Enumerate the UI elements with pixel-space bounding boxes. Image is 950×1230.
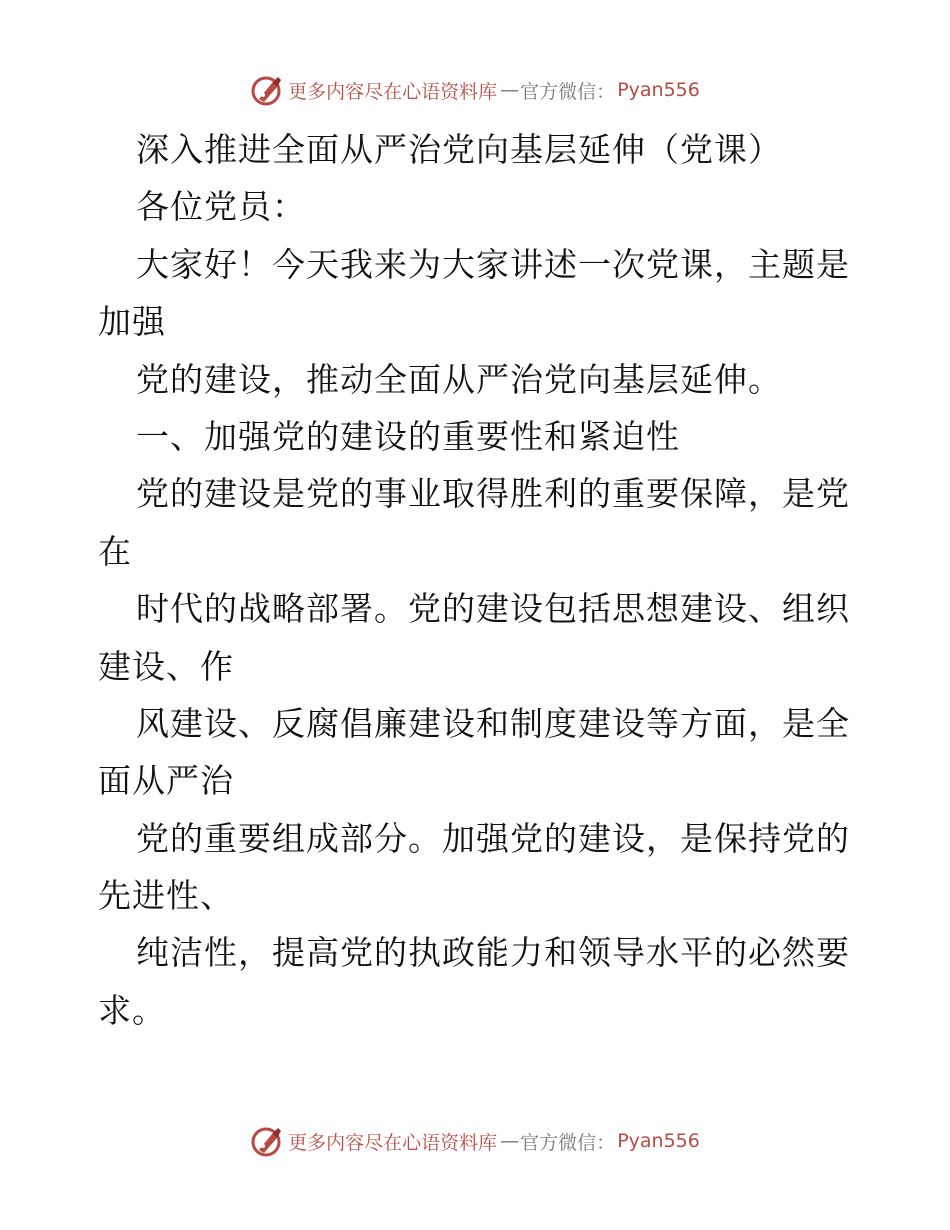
brand-text: 更多内容尽在心语资料库 [288,1131,498,1154]
section-heading: 一、加强党的建设的重要性和紧迫性 [136,416,680,456]
wechat-label: 官方微信： [520,1131,616,1154]
salutation: 各位党员： [136,187,306,227]
text-line: 大家好！今天我来为大家讲述一次党课，主题是 [136,244,850,284]
pen-logo-icon [250,1124,284,1158]
wechat-id: Pyan556 [617,1130,700,1152]
text-line: 风建设、反腐倡廉建设和制度建设等方面，是全 [136,703,850,743]
footer-banner [0,1121,950,1161]
document-body [98,121,858,1039]
text-line: 面从严治 [98,761,234,801]
text-line: 在 [98,531,132,571]
banner-separator: — [500,79,518,101]
banner-separator: — [500,1130,518,1152]
text-line: 党的建设是党的事业取得胜利的重要保障，是党 [136,474,850,514]
text-line: 纯洁性，提高党的执政能力和领导水平的必然要 [136,933,850,973]
wechat-label: 官方微信： [520,80,616,103]
header-banner [0,70,950,110]
text-line: 建设、作 [98,646,234,686]
text-line: 党的建设，推动全面从严治党向基层延伸。 [136,359,782,399]
document-title: 深入推进全面从严治党向基层延伸（党课） [136,130,782,169]
text-line: 先进性、 [98,876,234,916]
text-line: 时代的战略部署。党的建设包括思想建设、组织 [136,589,850,629]
brand-text: 更多内容尽在心语资料库 [288,80,498,103]
text-line: 加强 [98,302,166,342]
wechat-id: Pyan556 [617,79,700,101]
text-line: 党的重要组成部分。加强党的建设，是保持党的 [136,818,850,858]
pen-logo-icon [250,73,284,107]
text-line: 求。 [98,990,166,1030]
